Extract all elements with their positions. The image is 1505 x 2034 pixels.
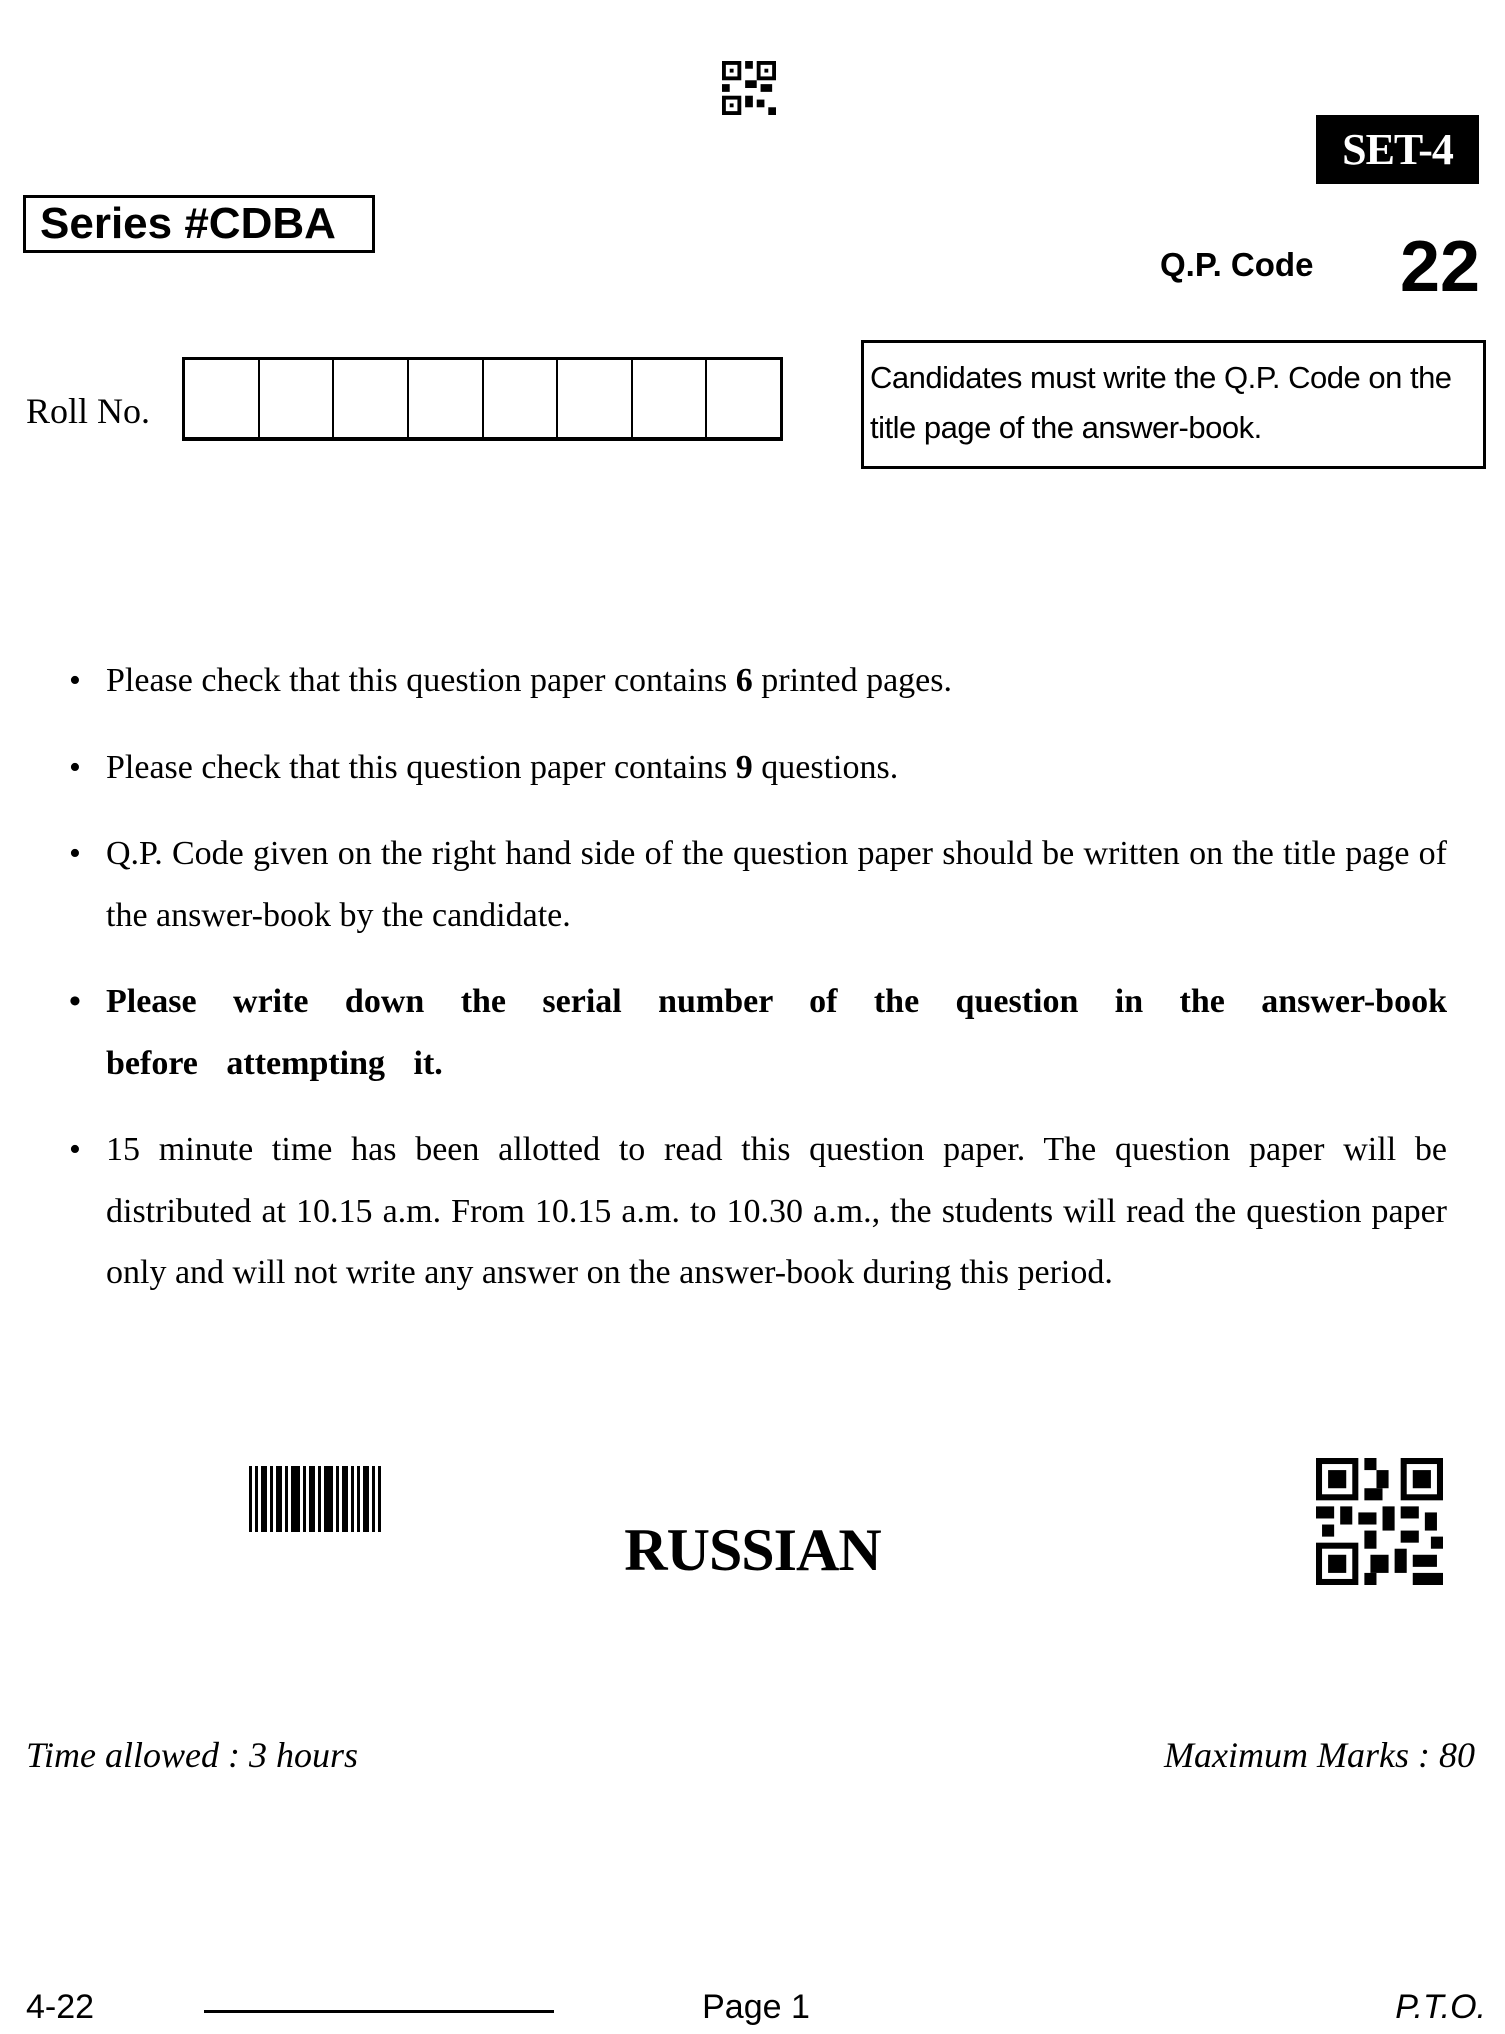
instruction-item bbox=[69, 823, 1447, 946]
roll-no-box[interactable] bbox=[484, 360, 559, 437]
pto-label: P.T.O. bbox=[1395, 1988, 1486, 2026]
bullet-icon: • bbox=[69, 983, 81, 1020]
instruction-bold: Please write down the serial number of the question in the answer-book before attempting it. bbox=[106, 983, 1447, 1082]
instruction-item bbox=[69, 1119, 1447, 1304]
qp-code-label: Q.P. Code bbox=[1160, 246, 1314, 283]
qp-code-value: 22 bbox=[1400, 227, 1481, 307]
instruction-item bbox=[69, 737, 1447, 799]
subject-title: RUSSIAN bbox=[624, 1517, 881, 1583]
candidate-note: Candidates must write the Q.P. Code on the title page of the answer-book. bbox=[861, 340, 1486, 469]
instruction-item bbox=[69, 650, 1447, 712]
instruction-text: 15 minute time has been allotted to read this question paper. The question paper will be distributed at 10.15 a.m. From 10.15 a.m. to 10.30 a.m., the students will read the question paper only and will not write any answer on the answer-book during this period. bbox=[106, 1131, 1447, 1291]
instruction-bold: 6 bbox=[735, 662, 753, 699]
roll-no-boxes[interactable] bbox=[182, 357, 783, 441]
instruction-text: printed pages. bbox=[752, 662, 952, 699]
maximum-marks: Maximum Marks : 80 bbox=[1164, 1735, 1475, 1775]
roll-no-box[interactable] bbox=[409, 360, 484, 437]
roll-no-label: Roll No. bbox=[26, 391, 151, 431]
instruction-item bbox=[69, 971, 1447, 1094]
instruction-bold: 9 bbox=[735, 748, 753, 786]
roll-no-box[interactable] bbox=[185, 360, 260, 437]
bullet-icon: • bbox=[69, 662, 81, 699]
footer-divider bbox=[204, 2010, 554, 2013]
roll-no-box[interactable] bbox=[334, 360, 409, 437]
series-label: Series #CDBA bbox=[23, 195, 375, 253]
barcode bbox=[249, 1466, 381, 1532]
bullet-icon: • bbox=[69, 748, 81, 786]
page-number: Page 1 bbox=[702, 1988, 810, 2026]
roll-no-box[interactable] bbox=[707, 360, 780, 437]
bullet-icon: • bbox=[69, 1131, 81, 1168]
instruction-text: questions. bbox=[752, 748, 899, 786]
roll-no-box[interactable] bbox=[260, 360, 335, 437]
qr-code bbox=[1315, 1458, 1444, 1585]
footer-code: 4-22 bbox=[26, 1988, 95, 2026]
roll-no-box[interactable] bbox=[558, 360, 633, 437]
instructions-list bbox=[69, 650, 1447, 1329]
roll-no-box[interactable] bbox=[633, 360, 708, 437]
instruction-text: Please check that this question paper contains bbox=[106, 748, 736, 786]
time-allowed: Time allowed : 3 hours bbox=[26, 1735, 359, 1775]
instruction-text: Q.P. Code given on the right hand side of the question paper should be written on the title page of the answer-book by the candidate. bbox=[106, 835, 1447, 934]
instruction-text: Please check that this question paper contains bbox=[106, 662, 736, 699]
qr-code-small bbox=[721, 61, 777, 115]
set-badge: SET-4 bbox=[1316, 115, 1479, 184]
bullet-icon: • bbox=[69, 835, 81, 872]
